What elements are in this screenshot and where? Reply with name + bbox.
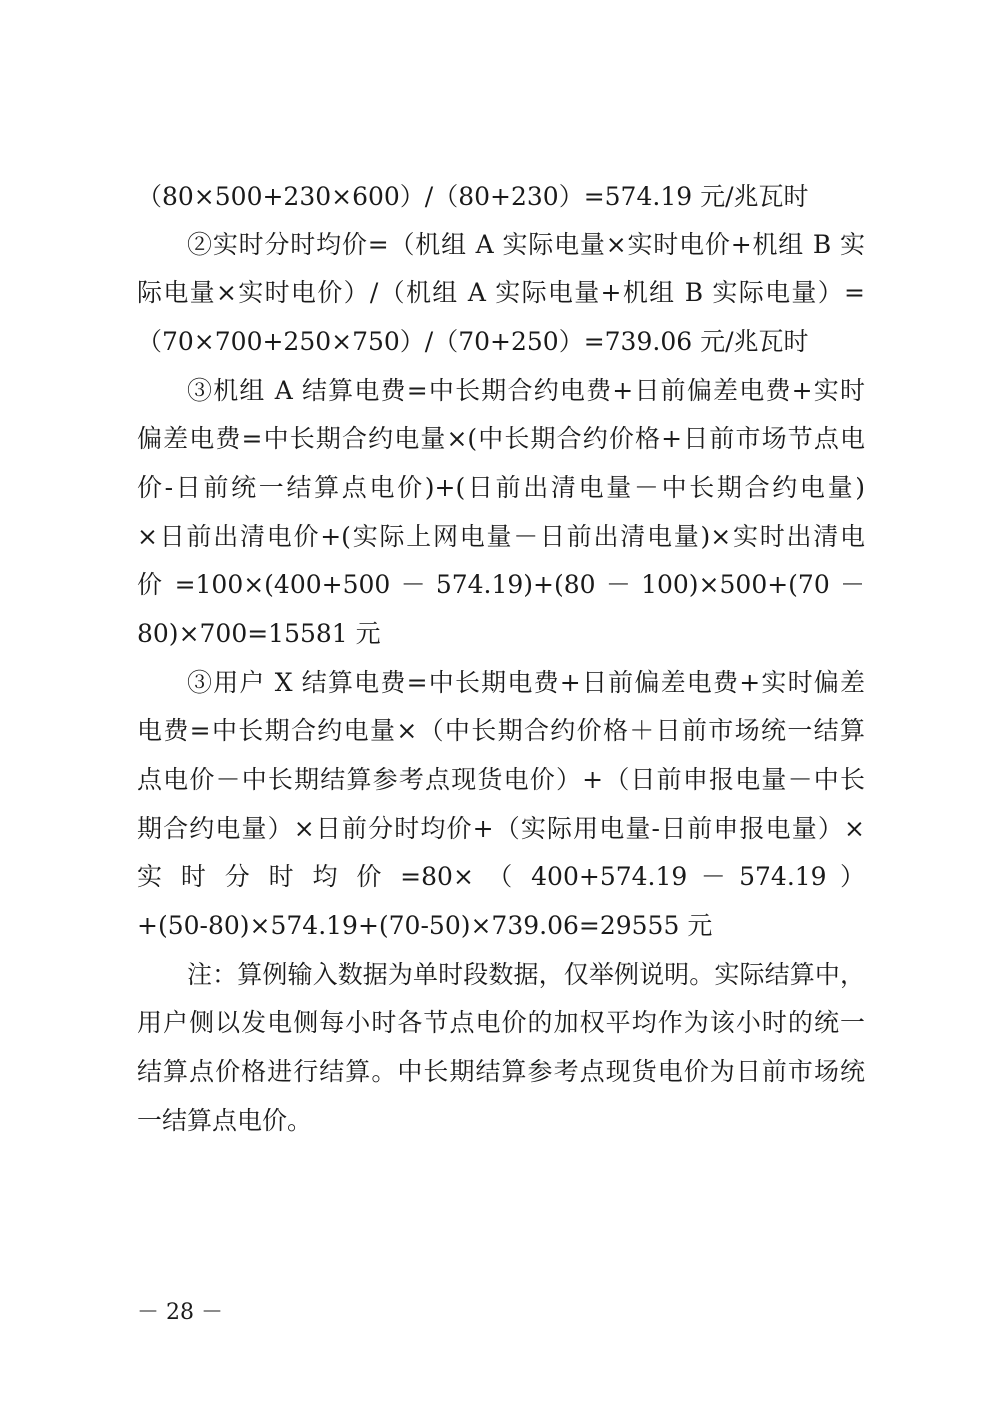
paragraph-line: 价-日前统一结算点电价)+(日前出清电量－中长期合约电量) [137,473,865,502]
note-line: 用户侧以发电侧每小时各节点电价的加权平均作为该小时的统一 [137,1008,865,1037]
paragraph-line: （80×500+230×600）/（80+230）=574.19 元/兆瓦时 [137,182,809,211]
paragraph-line: ③用户 X 结算电费=中长期电费+日前偏差电费+实时偏差 [187,668,865,697]
note-line: 注：算例输入数据为单时段数据，仅举例说明。实际结算中， [187,960,865,989]
paragraph-line: 偏差电费=中长期合约电量×(中长期合约价格+日前市场节点电 [137,424,865,453]
paragraph-line: 价 =100×(400+500 － 574.19)+(80 － 100)×500+(70 － [137,570,865,599]
note-line: 一结算点电价。 [137,1106,313,1135]
paragraph-line: 际电量×实时电价）/（机组 A 实际电量+机组 B 实际电量）= [137,278,865,307]
page-number: － 28 － [137,1300,223,1325]
paragraph-line: 期合约电量）×日前分时均价+（实际用电量-日前申报电量）× [137,814,865,843]
paragraph-line: （70×700+250×750）/（70+250）=739.06 元/兆瓦时 [137,327,809,356]
paragraph-line: ③机组 A 结算电费=中长期合约电费+日前偏差电费+实时 [187,376,865,405]
paragraph-line: 80)×700=15581 元 [137,619,381,648]
paragraph-line: ×日前出清电价+(实际上网电量－日前出清电量)×实时出清电 [137,522,865,551]
paragraph-line: +(50-80)×574.19+(70-50)×739.06=29555 元 [137,911,713,940]
note-line: 结算点价格进行结算。中长期结算参考点现货电价为日前市场统 [137,1057,865,1086]
paragraph-line: 点电价－中长期结算参考点现货电价）+（日前申报电量－中长 [137,765,865,794]
paragraph-line: 电费=中长期合约电量×（中长期合约价格＋日前市场统一结算 [137,716,865,745]
paragraph-line: ②实时分时均价=（机组 A 实际电量×实时电价+机组 B 实 [187,230,865,259]
paragraph-line: 实 时 分 时 均 价 =80× （ 400+574.19 － 574.19 ） [137,862,865,891]
